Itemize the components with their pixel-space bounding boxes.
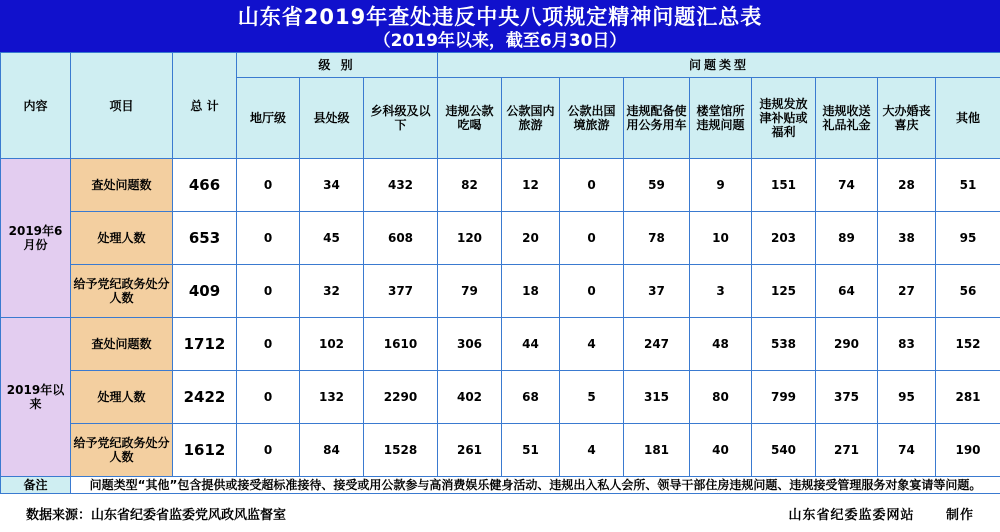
header-type-qita: 其他 (936, 78, 1000, 159)
header-content: 内容 (1, 53, 71, 159)
cell-value: 84 (300, 424, 364, 477)
cell-value: 45 (300, 212, 364, 265)
cell-value: 74 (878, 424, 936, 477)
cell-total: 2422 (173, 371, 237, 424)
cell-value: 40 (690, 424, 752, 477)
cell-value: 290 (816, 318, 878, 371)
table-row (1, 424, 1000, 477)
cell-value: 95 (878, 371, 936, 424)
cell-value: 10 (690, 212, 752, 265)
cell-value: 203 (752, 212, 816, 265)
table-header-groups (1, 53, 1000, 78)
cell-value: 0 (237, 212, 300, 265)
cell-value: 80 (690, 371, 752, 424)
cell-total: 1612 (173, 424, 237, 477)
cell-value: 78 (624, 212, 690, 265)
cell-total: 409 (173, 265, 237, 318)
footer (0, 494, 1000, 528)
header-type-lipin-lijin: 违规收送礼品礼金 (816, 78, 878, 159)
cell-value: 181 (624, 424, 690, 477)
header-total: 总 计 (173, 53, 237, 159)
cell-value: 74 (816, 159, 878, 212)
cell-value: 1528 (364, 424, 438, 477)
cell-value: 152 (936, 318, 1000, 371)
header-group-problem-type: 问题类型 (438, 53, 1000, 78)
cell-value: 89 (816, 212, 878, 265)
table-row (1, 318, 1000, 371)
cell-value: 402 (438, 371, 502, 424)
row-label: 处理人数 (71, 371, 173, 424)
table-row (1, 265, 1000, 318)
page-title: 山东省2019年查处违反中央八项规定精神问题汇总表 (237, 5, 763, 29)
cell-total: 653 (173, 212, 237, 265)
cell-value: 27 (878, 265, 936, 318)
header-type-hunsang-xiqing: 大办婚丧喜庆 (878, 78, 936, 159)
cell-value: 4 (560, 424, 624, 477)
summary-table (0, 52, 1000, 494)
publisher: 山东省纪委监委网站 (788, 507, 915, 523)
cell-value: 281 (936, 371, 1000, 424)
remark-row (1, 477, 1000, 494)
cell-value: 0 (560, 265, 624, 318)
title-banner (0, 0, 1000, 52)
cell-value: 59 (624, 159, 690, 212)
cell-value: 12 (502, 159, 560, 212)
cell-value: 34 (300, 159, 364, 212)
cell-value: 20 (502, 212, 560, 265)
maker-label: 制作 (945, 507, 974, 523)
cell-value: 79 (438, 265, 502, 318)
cell-value: 0 (560, 159, 624, 212)
cell-value: 0 (237, 371, 300, 424)
header-type-gongwu-yongche: 违规配备使用公务用车 (624, 78, 690, 159)
table-row (1, 159, 1000, 212)
cell-value: 18 (502, 265, 560, 318)
cell-value: 132 (300, 371, 364, 424)
header-type-chuguo-lvyou: 公款出国境旅游 (560, 78, 624, 159)
cell-value: 95 (936, 212, 1000, 265)
cell-value: 68 (502, 371, 560, 424)
cell-value: 1610 (364, 318, 438, 371)
header-group-level: 级 别 (237, 53, 438, 78)
cell-value: 3 (690, 265, 752, 318)
header-item: 项目 (71, 53, 173, 159)
header-level-diting: 地厅级 (237, 78, 300, 159)
cell-total: 1712 (173, 318, 237, 371)
page-subtitle: （2019年以来，截至6月30日） (373, 31, 627, 51)
cell-value: 315 (624, 371, 690, 424)
remark-text: 问题类型“其他”包含提供或接受超标准接待、接受或用公款参与高消费娱乐健身活动、违规出入私人会所、领导干部住房违规问题、违规接受管理服务对象宴请等问题。 (71, 477, 1000, 494)
header-type-guonei-lvyou: 公款国内旅游 (502, 78, 560, 159)
cell-value: 51 (936, 159, 1000, 212)
table-row (1, 212, 1000, 265)
period-label-june: 2019年6月份 (1, 159, 71, 318)
row-label: 给予党纪政务处分人数 (71, 265, 173, 318)
cell-value: 5 (560, 371, 624, 424)
publisher-block (788, 504, 974, 523)
cell-value: 261 (438, 424, 502, 477)
table-row (1, 371, 1000, 424)
cell-value: 48 (690, 318, 752, 371)
data-source: 数据来源：山东省纪委省监委党风政风监督室 (26, 507, 287, 523)
cell-total: 466 (173, 159, 237, 212)
cell-value: 0 (237, 159, 300, 212)
cell-value: 247 (624, 318, 690, 371)
header-type-jinbutie-fuli: 违规发放津补贴或福利 (752, 78, 816, 159)
cell-value: 432 (364, 159, 438, 212)
cell-value: 28 (878, 159, 936, 212)
cell-value: 64 (816, 265, 878, 318)
remark-label: 备注 (1, 477, 71, 494)
header-level-xiangke: 乡科级及以下 (364, 78, 438, 159)
cell-value: 306 (438, 318, 502, 371)
row-label: 给予党纪政务处分人数 (71, 424, 173, 477)
cell-value: 377 (364, 265, 438, 318)
cell-value: 608 (364, 212, 438, 265)
header-type-gongkuan-chihe: 违规公款吃喝 (438, 78, 502, 159)
cell-value: 83 (878, 318, 936, 371)
cell-value: 9 (690, 159, 752, 212)
cell-value: 0 (237, 318, 300, 371)
cell-value: 190 (936, 424, 1000, 477)
cell-value: 2290 (364, 371, 438, 424)
cell-value: 151 (752, 159, 816, 212)
header-level-xianchu: 县处级 (300, 78, 364, 159)
cell-value: 0 (237, 265, 300, 318)
period-label-ytd: 2019年以来 (1, 318, 71, 477)
cell-value: 538 (752, 318, 816, 371)
cell-value: 32 (300, 265, 364, 318)
cell-value: 56 (936, 265, 1000, 318)
cell-value: 375 (816, 371, 878, 424)
cell-value: 4 (560, 318, 624, 371)
cell-value: 540 (752, 424, 816, 477)
cell-value: 120 (438, 212, 502, 265)
cell-value: 38 (878, 212, 936, 265)
cell-value: 0 (237, 424, 300, 477)
cell-value: 799 (752, 371, 816, 424)
cell-value: 0 (560, 212, 624, 265)
row-label: 查处问题数 (71, 318, 173, 371)
cell-value: 82 (438, 159, 502, 212)
cell-value: 271 (816, 424, 878, 477)
header-type-loutangguansuo: 楼堂馆所违规问题 (690, 78, 752, 159)
row-label: 处理人数 (71, 212, 173, 265)
row-label: 查处问题数 (71, 159, 173, 212)
cell-value: 51 (502, 424, 560, 477)
cell-value: 44 (502, 318, 560, 371)
cell-value: 125 (752, 265, 816, 318)
cell-value: 37 (624, 265, 690, 318)
cell-value: 102 (300, 318, 364, 371)
